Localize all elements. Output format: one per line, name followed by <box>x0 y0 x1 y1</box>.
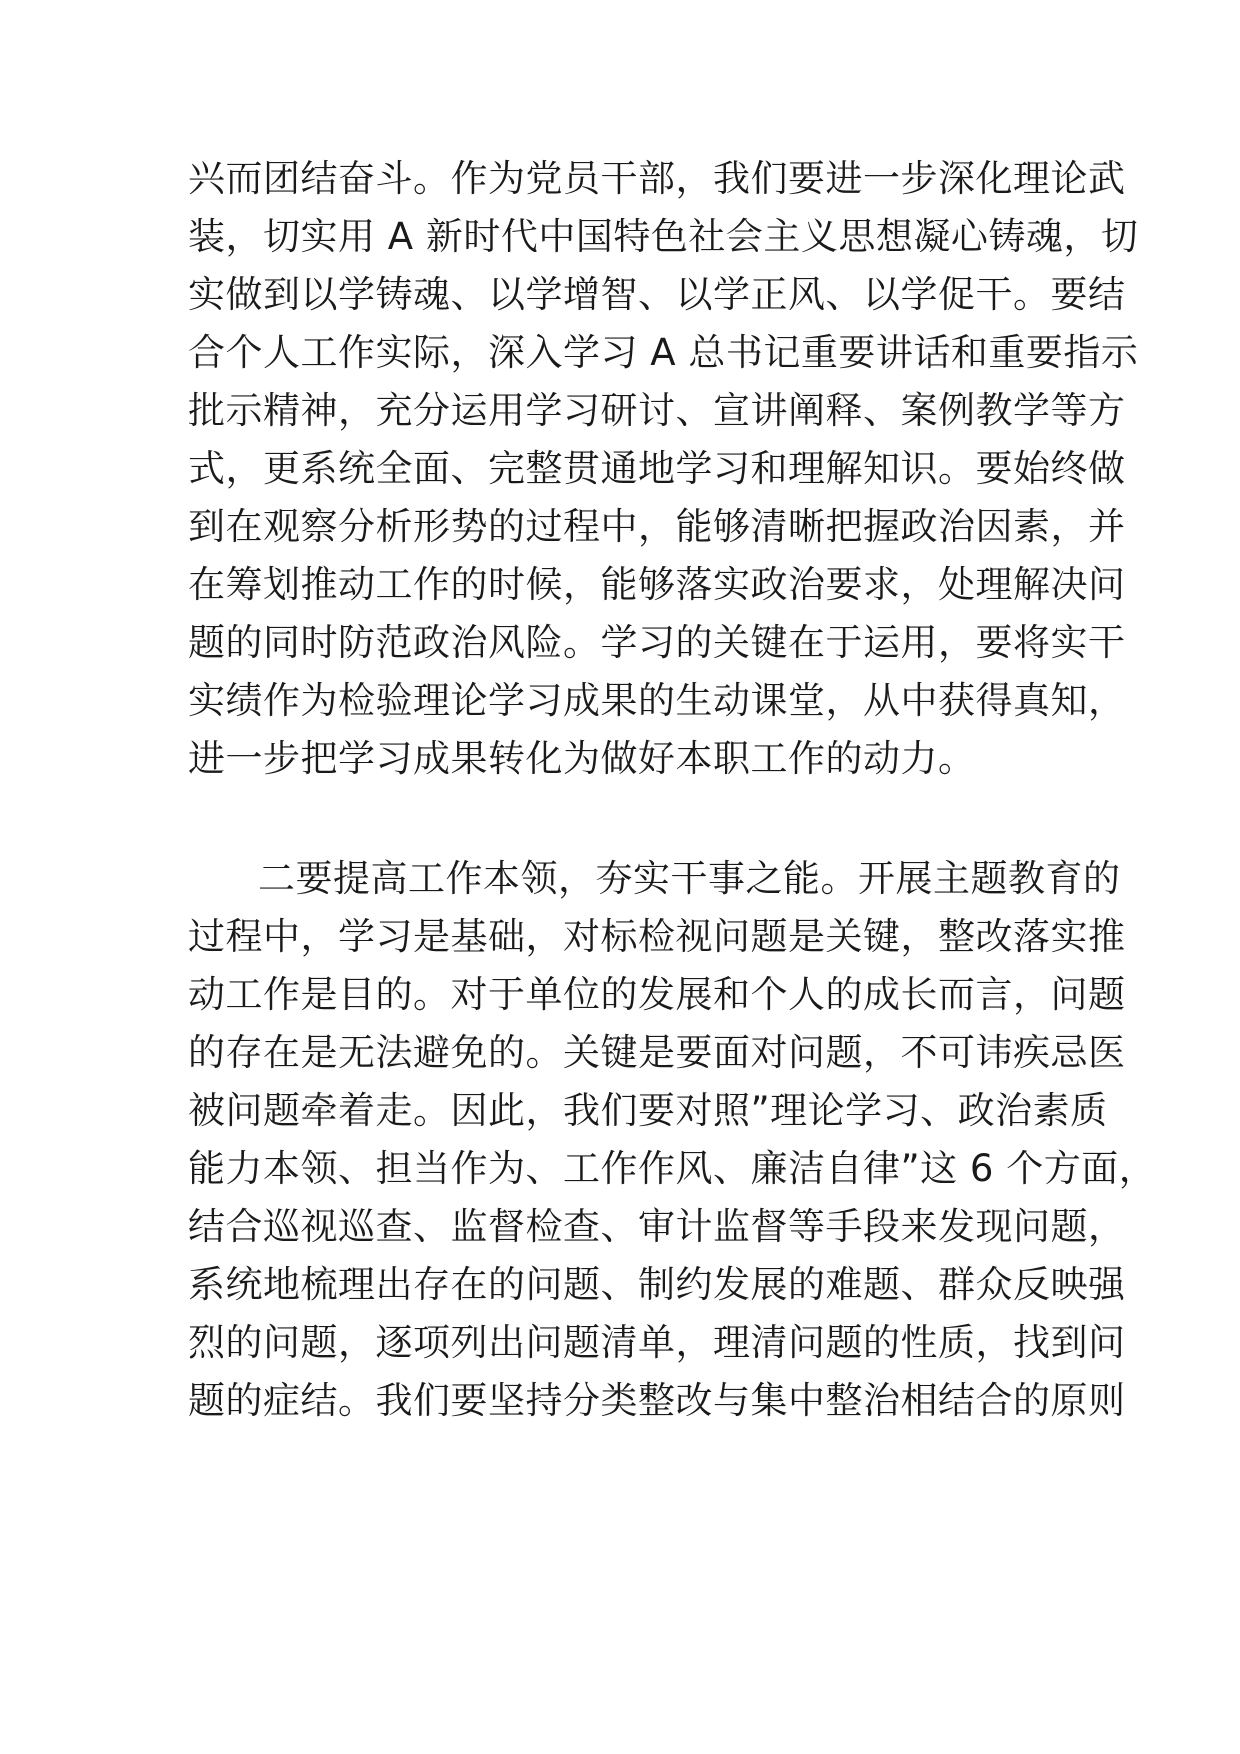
paragraph-1-line-4: 合个人工作实际，深入学习 A 总书记重要讲话和重要指示 <box>188 331 1139 374</box>
paragraph-1-line-3: 实做到以学铸魂、以学增智、以学正风、以学促干。要结 <box>188 273 1126 316</box>
paragraph-1-line-2: 装，切实用 A 新时代中国特色社会主义思想凝心铸魂，切 <box>188 215 1139 258</box>
paragraph-1-line-8: 在筹划推动工作的时候，能够落实政治要求，处理解决问 <box>188 563 1126 606</box>
paragraph-1-line-10: 实绩作为检验理论学习成果的生动课堂，从中获得真知， <box>188 679 1126 722</box>
paragraph-1-line-11: 进一步把学习成果转化为做好本职工作的动力。 <box>188 737 976 780</box>
paragraph-1-line-5: 批示精神，充分运用学习研讨、宣讲阐释、案例教学等方 <box>188 389 1126 432</box>
paragraph-2-line-10: 题的症结。我们要坚持分类整改与集中整治相结合的原则 <box>188 1379 1126 1422</box>
paragraph-2-line-4: 的存在是无法避免的。关键是要面对问题，不可讳疾忌医 <box>188 1031 1126 1074</box>
paragraph-2-line-8: 系统地梳理出存在的问题、制约发展的难题、群众反映强 <box>188 1263 1126 1306</box>
paragraph-2-line-3: 动工作是目的。对于单位的发展和个人的成长而言，问题 <box>188 973 1126 1016</box>
paragraph-1-line-1: 兴而团结奋斗。作为党员干部，我们要进一步深化理论武 <box>188 157 1126 200</box>
paragraph-2-line-5: 被问题牵着走。因此，我们要对照”理论学习、政治素质 <box>188 1089 1108 1132</box>
paragraph-2-line-1: 二要提高工作本领，夯实干事之能。开展主题教育的 <box>258 857 1121 900</box>
paragraph-1-line-9: 题的同时防范政治风险。学习的关键在于运用，要将实干 <box>188 621 1126 664</box>
paragraph-2-line-7: 结合巡视巡查、监督检查、审计监督等手段来发现问题， <box>188 1205 1126 1248</box>
paragraph-2-line-2: 过程中，学习是基础，对标检视问题是关键，整改落实推 <box>188 915 1126 958</box>
paragraph-2-line-6: 能力本领、担当作为、工作作风、廉洁自律”这 6 个方面， <box>188 1147 1157 1190</box>
paragraph-1-line-6: 式，更系统全面、完整贯通地学习和理解知识。要始终做 <box>188 447 1126 490</box>
paragraph-2-line-9: 烈的问题，逐项列出问题清单，理清问题的性质，找到问 <box>188 1321 1126 1364</box>
paragraph-1-line-7: 到在观察分析形势的过程中，能够清晰把握政治因素，并 <box>188 505 1126 548</box>
